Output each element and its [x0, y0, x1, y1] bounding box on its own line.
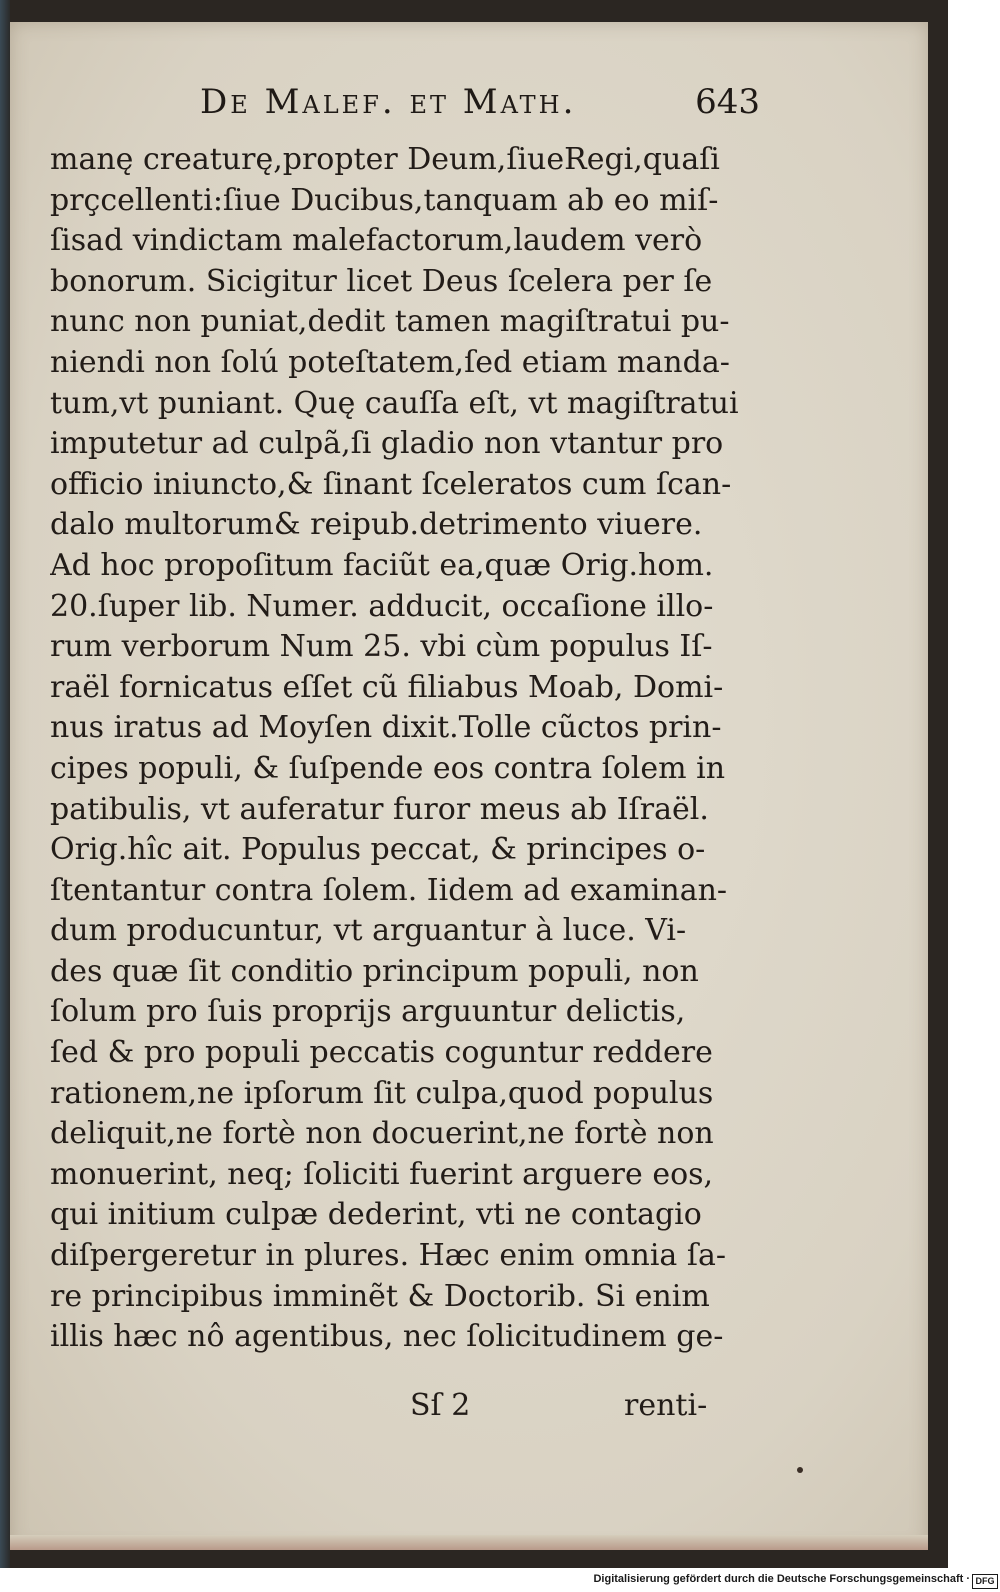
- catchword: renti-: [624, 1388, 708, 1423]
- dfg-logo-icon: DFG: [972, 1574, 998, 1589]
- ink-speck: [797, 1467, 803, 1473]
- text-line: 20.ſuper lib. Numer. adducit, occaſione illo-: [50, 588, 714, 624]
- text-line: des quæ ſit conditio principum populi, non: [50, 953, 699, 989]
- text-line: ſisad vindictam malefactorum,laudem verò: [50, 223, 703, 259]
- text-line: ſtentantur contra ſolem. Iidem ad examinan-: [50, 872, 728, 908]
- page-bottom-edge: [10, 1535, 928, 1550]
- running-title: De Malef. et Math.: [200, 82, 577, 122]
- text-line: qui initium culpæ dederint, vti ne contagio: [50, 1197, 702, 1233]
- text-line: re principibus imminẽt & Doctorib. Si enim: [50, 1278, 710, 1314]
- text-line: prçcellenti:ſiue Ducibus,tanquam ab eo miſ-: [50, 182, 719, 218]
- text-line: niendi non ſolú poteſtatem,ſed etiam manda-: [50, 344, 730, 380]
- text-line: rationem,ne ipſorum ſit culpa,quod populus: [50, 1075, 714, 1111]
- page-number: 643: [695, 82, 760, 122]
- text-line: manę creaturę,propter Deum,ſiueRegi,quaſi: [50, 142, 720, 177]
- digitization-credit: Digitalisierung gefördert durch die Deutsche Forschungsgemeinschaft ·: [593, 1573, 970, 1585]
- text-line: patibulis, vt auferatur furor meus ab Iſraël.: [50, 791, 709, 827]
- text-line: monuerint, neq; ſoliciti fuerint arguere eos,: [50, 1156, 714, 1192]
- page-header: [200, 82, 760, 132]
- text-line: imputetur ad culpã,ſi gladio non vtantur pro: [50, 426, 724, 462]
- text-line: ſolum pro ſuis proprijs arguuntur delictis,: [50, 994, 686, 1030]
- text-line: bonorum. Sicigitur licet Deus ſcelera per ſe: [50, 263, 713, 299]
- text-line: dum producuntur, vt arguantur à luce. Vi-: [50, 913, 687, 949]
- signature-mark: Sſ 2: [410, 1388, 471, 1423]
- text-line: tum,vt puniant. Quę cauſſa eſt, vt magiſtratui: [50, 385, 739, 421]
- text-line: nunc non puniat,dedit tamen magiſtratui pu-: [50, 304, 730, 340]
- text-line: rum verborum Num 25. vbi cùm populus Iſ-: [50, 629, 713, 665]
- page-footer: [10, 1388, 928, 1438]
- book-spine-edge: [0, 0, 10, 1568]
- text-line: cipes populi, & ſuſpende eos contra ſolem in: [50, 750, 726, 786]
- text-line: Ad hoc propoſitum faciũt ea,quæ Orig.hom.: [50, 547, 714, 583]
- text-line: diſpergeretur in plures. Hæc enim omnia ſa-: [50, 1238, 726, 1274]
- body-text: [50, 140, 750, 1358]
- text-line: nus iratus ad Moyſen dixit.Tolle cũctos prin-: [50, 710, 722, 746]
- text-line: illis hæc nô agentibus, nec ſolicitudinem ge-: [50, 1319, 724, 1355]
- text-line: raël fornicatus eſſet cũ filiabus Moab, Domi-: [50, 669, 724, 705]
- text-line: Orig.hîc ait. Populus peccat, & principes o-: [50, 832, 706, 868]
- text-line: ſed & pro populi peccatis coguntur reddere: [50, 1035, 713, 1071]
- book-page: [10, 22, 928, 1550]
- text-line: officio iniuncto,& ſinant ſceleratos cum ſcan-: [50, 466, 732, 502]
- text-line: dalo multorum& reipub.detrimento viuere.: [50, 507, 703, 543]
- text-line: deliquit,ne fortè non docuerint,ne fortè non: [50, 1116, 714, 1152]
